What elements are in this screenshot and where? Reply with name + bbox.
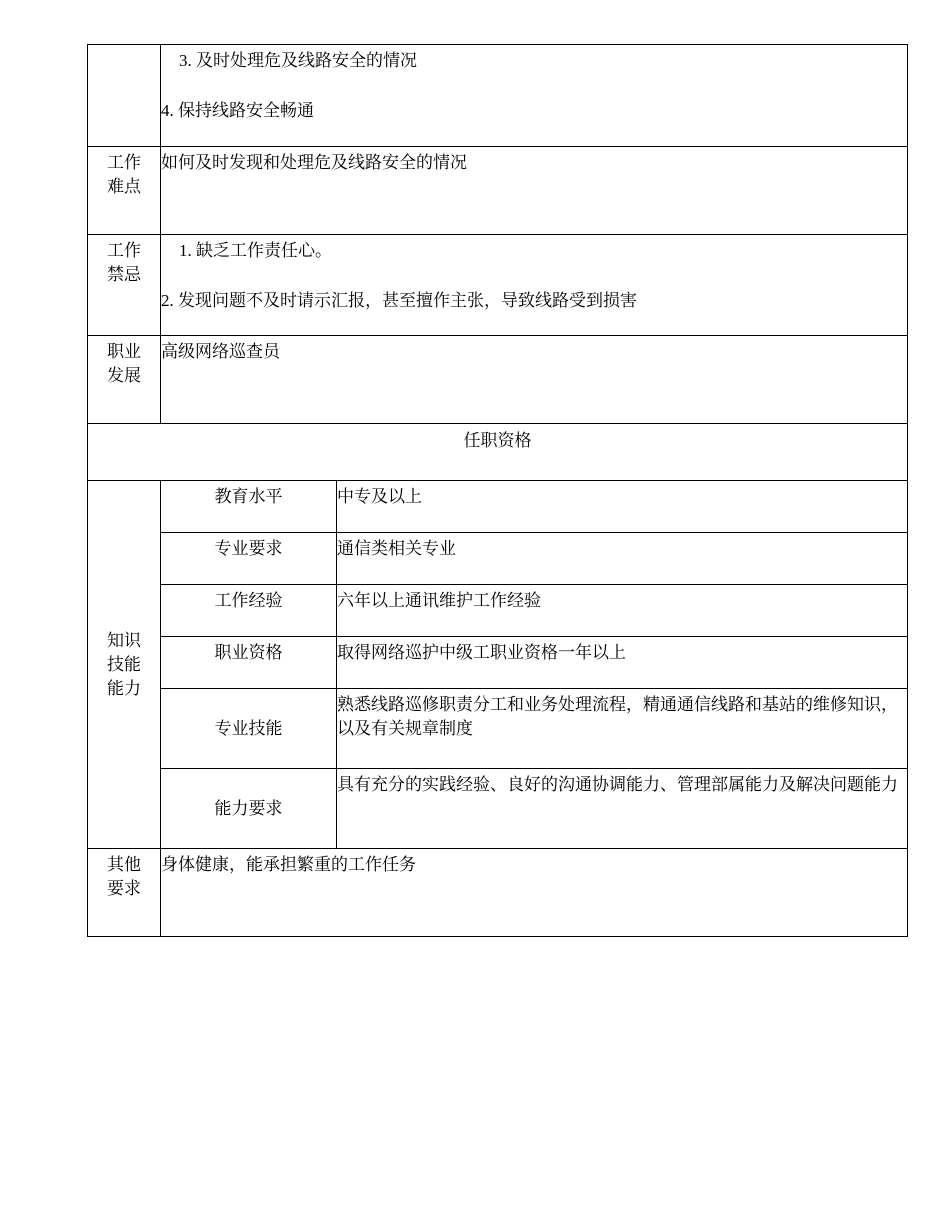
qual-name: 职业资格 [161, 637, 337, 689]
duty-item-4: 4. 保持线路安全畅通 [161, 101, 314, 120]
difficulty-text: 如何及时发现和处理危及线路安全的情况 [161, 147, 908, 235]
section-row [88, 424, 908, 481]
job-description-table [87, 44, 908, 937]
taboo-item-1: 1. 缺乏工作责任心。 [179, 241, 332, 260]
other-row [88, 849, 908, 937]
career-label: 职业 发展 [88, 336, 161, 424]
qualifications-label: 知识 技能 能力 [88, 481, 161, 849]
taboo-label: 工作 禁忌 [88, 235, 161, 336]
qual-row-skills [88, 689, 908, 769]
difficulty-row [88, 147, 908, 235]
qual-row-experience [88, 585, 908, 637]
career-row [88, 336, 908, 424]
qual-name: 专业技能 [161, 689, 337, 769]
other-text: 身体健康，能承担繁重的工作任务 [161, 849, 908, 937]
duties-row [88, 45, 908, 147]
qual-name: 能力要求 [161, 769, 337, 849]
qual-name: 工作经验 [161, 585, 337, 637]
qual-row-education [88, 481, 908, 533]
section-title: 任职资格 [88, 424, 908, 481]
duty-item-3: 3. 及时处理危及线路安全的情况 [179, 51, 417, 70]
qual-name: 专业要求 [161, 533, 337, 585]
qual-value: 中专及以上 [337, 481, 908, 533]
qual-value: 取得网络巡护中级工职业资格一年以上 [337, 637, 908, 689]
qual-row-ability [88, 769, 908, 849]
qual-value: 通信类相关专业 [337, 533, 908, 585]
qual-value: 熟悉线路巡修职责分工和业务处理流程，精通通信线路和基站的维修知识，以及有关规章制度 [337, 689, 908, 769]
other-label: 其他 要求 [88, 849, 161, 937]
qual-value: 六年以上通讯维护工作经验 [337, 585, 908, 637]
taboo-row [88, 235, 908, 336]
qual-value: 具有充分的实践经验、良好的沟通协调能力、管理部属能力及解决问题能力 [337, 769, 908, 849]
qual-name: 教育水平 [161, 481, 337, 533]
duties-content [161, 45, 908, 147]
difficulty-label: 工作 难点 [88, 147, 161, 235]
taboo-item-2: 2. 发现问题不及时请示汇报，甚至擅作主张，导致线路受到损害 [161, 291, 637, 310]
duties-label-cell [88, 45, 161, 147]
qual-row-major [88, 533, 908, 585]
taboo-content [161, 235, 908, 336]
qual-row-certification [88, 637, 908, 689]
career-text: 高级网络巡查员 [161, 336, 908, 424]
